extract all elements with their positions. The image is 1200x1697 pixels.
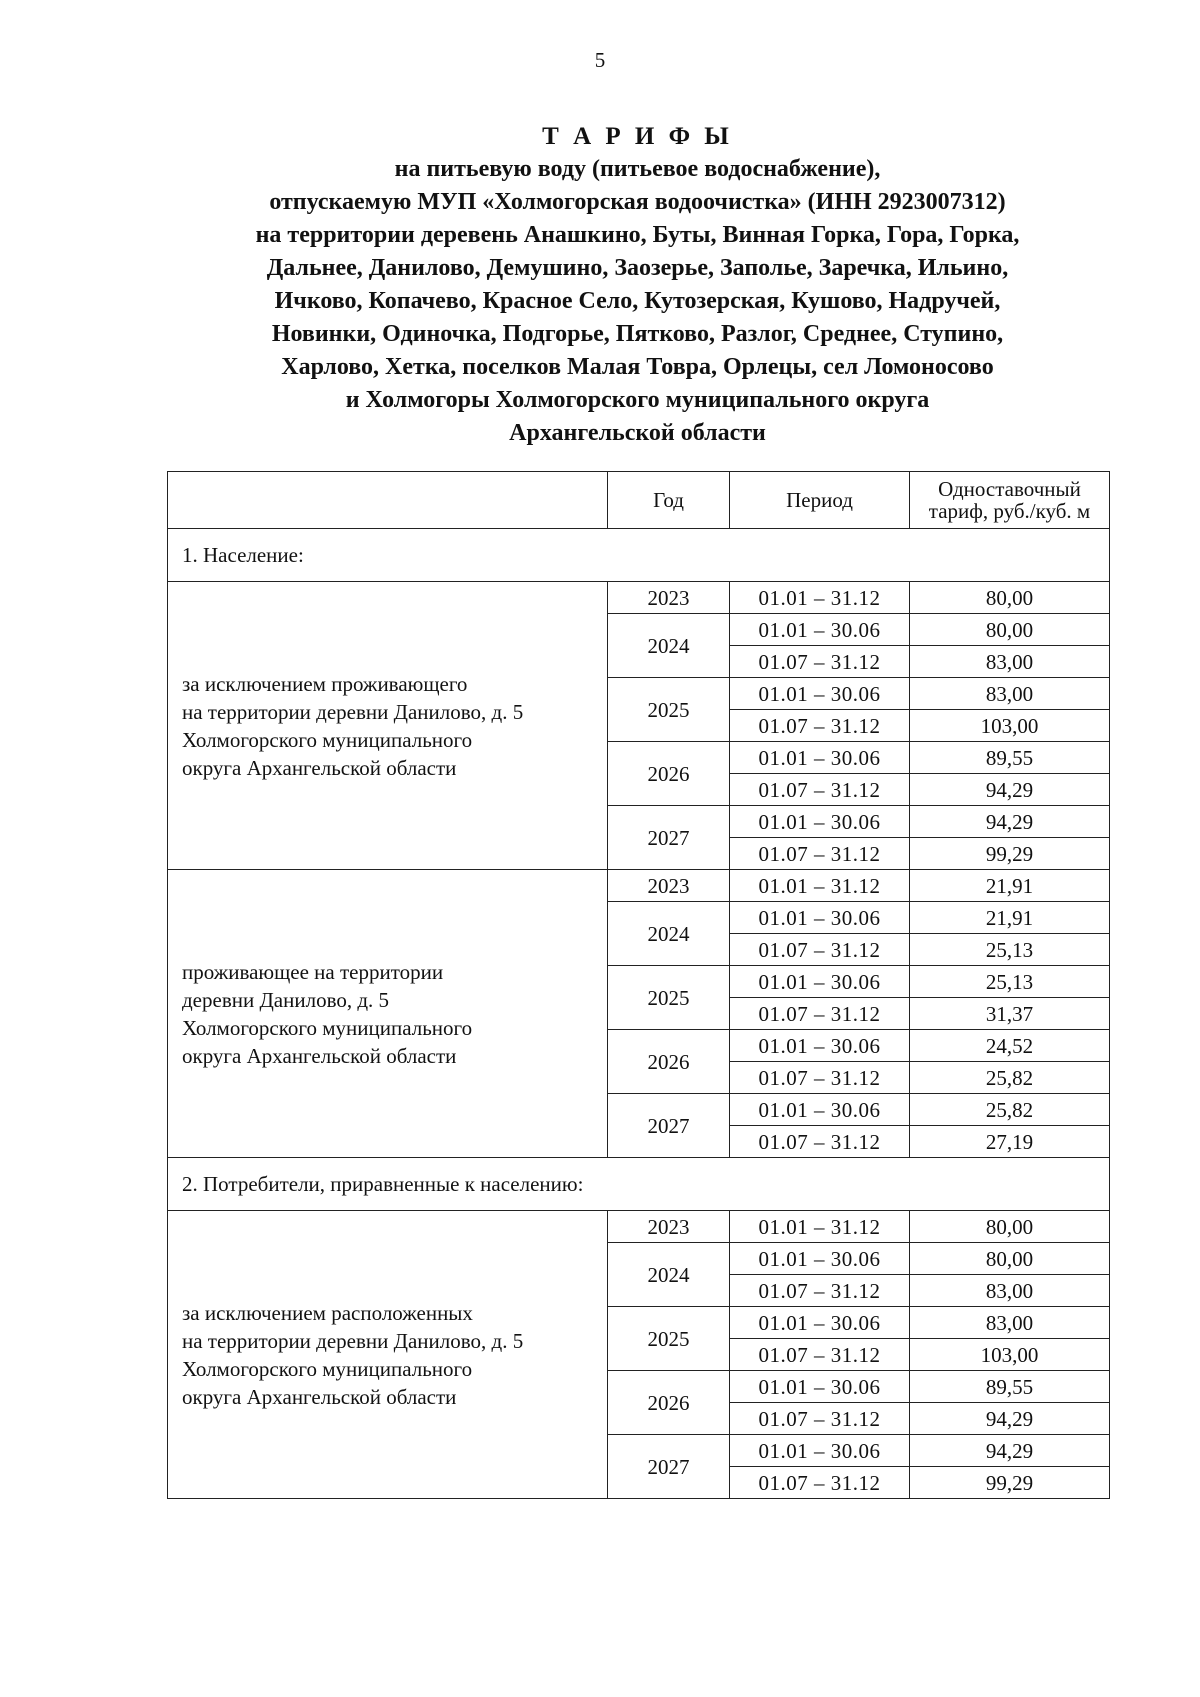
period-cell: 01.01 – 30.06	[730, 742, 910, 774]
period-cell: 01.01 – 30.06	[730, 1094, 910, 1126]
tariff-cell: 21,91	[910, 902, 1110, 934]
consumer-description-line: округа Архангельской области	[182, 1384, 457, 1409]
period-cell: 01.07 – 31.12	[730, 774, 910, 806]
table-row	[168, 1211, 1110, 1243]
header-tariff-line: Одноставочный	[938, 477, 1081, 501]
year-cell: 2023	[608, 582, 730, 614]
year-cell: 2026	[608, 1030, 730, 1094]
consumer-description-line: за исключением расположенных	[182, 1300, 473, 1325]
period-cell: 01.07 – 31.12	[730, 1467, 910, 1499]
tariff-cell: 21,91	[910, 870, 1110, 902]
year-cell: 2026	[608, 742, 730, 806]
year-cell: 2027	[608, 1435, 730, 1499]
table-header-row	[168, 472, 1110, 529]
year-cell: 2024	[608, 1243, 730, 1307]
consumer-description-line: деревни Данилово, д. 5	[182, 987, 390, 1012]
tariff-cell: 94,29	[910, 1435, 1110, 1467]
tariff-cell: 89,55	[910, 742, 1110, 774]
header-tariff-line: тариф, руб./куб. м	[928, 499, 1091, 523]
heading-line: Дальнее, Данилово, Демушино, Заозерье, Заполье, Заречка, Ильино,	[266, 255, 1009, 281]
period-cell: 01.01 – 30.06	[730, 1030, 910, 1062]
consumer-description-line: за исключением проживающего	[182, 671, 468, 696]
consumer-description	[168, 870, 608, 1158]
period-cell: 01.01 – 30.06	[730, 902, 910, 934]
year-cell: 2023	[608, 870, 730, 902]
tariff-cell: 25,82	[910, 1094, 1110, 1126]
period-cell: 01.01 – 31.12	[730, 1211, 910, 1243]
tariff-cell: 94,29	[910, 1403, 1110, 1435]
period-cell: 01.07 – 31.12	[730, 934, 910, 966]
period-cell: 01.07 – 31.12	[730, 710, 910, 742]
document-heading	[60, 120, 1200, 450]
tariff-cell: 103,00	[910, 710, 1110, 742]
section-title: 2. Потребители, приравненные к населению:	[168, 1158, 1110, 1211]
heading-line: Харлово, Хетка, поселков Малая Товра, Орлецы, сел Ломоносово	[281, 354, 994, 380]
heading-line: Архангельской области	[509, 420, 766, 446]
tariff-cell: 80,00	[910, 1211, 1110, 1243]
tariff-cell: 83,00	[910, 646, 1110, 678]
tariff-cell: 80,00	[910, 582, 1110, 614]
year-cell: 2025	[608, 966, 730, 1030]
heading-line: на территории деревень Анашкино, Буты, Винная Горка, Гора, Горка,	[255, 222, 1020, 248]
period-cell: 01.07 – 31.12	[730, 646, 910, 678]
table-row	[168, 870, 1110, 902]
section-row	[168, 529, 1110, 582]
tariff-cell: 99,29	[910, 1467, 1110, 1499]
period-cell: 01.07 – 31.12	[730, 998, 910, 1030]
consumer-description-line: Холмогорского муниципального	[182, 1356, 473, 1381]
year-cell: 2025	[608, 1307, 730, 1371]
header-period: Период	[730, 472, 910, 529]
consumer-description-line: на территории деревни Данилово, д. 5	[182, 1328, 524, 1353]
header-year: Год	[608, 472, 730, 529]
period-cell: 01.07 – 31.12	[730, 1275, 910, 1307]
consumer-description-line: округа Архангельской области	[182, 755, 457, 780]
tariff-cell: 25,82	[910, 1062, 1110, 1094]
tariff-cell: 24,52	[910, 1030, 1110, 1062]
section-row	[168, 1158, 1110, 1211]
tariff-cell: 80,00	[910, 614, 1110, 646]
heading-line: Новинки, Одиночка, Подгорье, Пятково, Разлог, Среднее, Ступино,	[271, 321, 1004, 347]
heading-line: Ичково, Копачево, Красное Село, Кутозерская, Кушово, Надручей,	[274, 288, 1001, 314]
header-cell-empty	[168, 472, 608, 529]
heading-line: и Холмогоры Холмогорского муниципального округа	[345, 387, 930, 413]
period-cell: 01.07 – 31.12	[730, 1339, 910, 1371]
consumer-description-line: проживающее на территории	[182, 959, 444, 984]
tariff-table	[167, 471, 1110, 1499]
period-cell: 01.07 – 31.12	[730, 1126, 910, 1158]
tariff-cell: 83,00	[910, 678, 1110, 710]
tariff-cell: 89,55	[910, 1371, 1110, 1403]
period-cell: 01.07 – 31.12	[730, 1403, 910, 1435]
tariff-cell: 83,00	[910, 1275, 1110, 1307]
section-title: 1. Население:	[168, 529, 1110, 582]
consumer-description	[168, 582, 608, 870]
period-cell: 01.01 – 30.06	[730, 1243, 910, 1275]
period-cell: 01.07 – 31.12	[730, 1062, 910, 1094]
year-cell: 2026	[608, 1371, 730, 1435]
heading-title: Т А Р И Ф Ы	[542, 123, 733, 150]
year-cell: 2025	[608, 678, 730, 742]
heading-line: отпускаемую МУП «Холмогорская водоочистка» (ИНН 2923007312)	[269, 189, 1006, 215]
consumer-description-line: Холмогорского муниципального	[182, 727, 473, 752]
page-number: 5	[594, 48, 606, 72]
consumer-description	[168, 1211, 608, 1499]
table-row	[168, 582, 1110, 614]
tariff-cell: 103,00	[910, 1339, 1110, 1371]
year-cell: 2027	[608, 806, 730, 870]
period-cell: 01.01 – 30.06	[730, 966, 910, 998]
period-cell: 01.01 – 31.12	[730, 870, 910, 902]
year-cell: 2024	[608, 902, 730, 966]
year-cell: 2024	[608, 614, 730, 678]
period-cell: 01.01 – 30.06	[730, 1435, 910, 1467]
consumer-description-line: на территории деревни Данилово, д. 5	[182, 699, 524, 724]
tariff-cell: 83,00	[910, 1307, 1110, 1339]
consumer-description-line: округа Архангельской области	[182, 1043, 457, 1068]
tariff-cell: 25,13	[910, 934, 1110, 966]
tariff-cell: 31,37	[910, 998, 1110, 1030]
period-cell: 01.01 – 30.06	[730, 1371, 910, 1403]
tariff-cell: 80,00	[910, 1243, 1110, 1275]
year-cell: 2023	[608, 1211, 730, 1243]
consumer-description-line: Холмогорского муниципального	[182, 1015, 473, 1040]
heading-line: на питьевую воду (питьевое водоснабжение),	[394, 156, 881, 182]
year-cell: 2027	[608, 1094, 730, 1158]
period-cell: 01.01 – 30.06	[730, 678, 910, 710]
period-cell: 01.01 – 31.12	[730, 582, 910, 614]
tariff-cell: 94,29	[910, 774, 1110, 806]
tariff-cell: 99,29	[910, 838, 1110, 870]
period-cell: 01.01 – 30.06	[730, 806, 910, 838]
tariff-table-body	[168, 472, 1110, 1499]
tariff-cell: 94,29	[910, 806, 1110, 838]
period-cell: 01.01 – 30.06	[730, 1307, 910, 1339]
tariff-cell: 27,19	[910, 1126, 1110, 1158]
period-cell: 01.01 – 30.06	[730, 614, 910, 646]
header-tariff	[910, 472, 1110, 529]
tariff-cell: 25,13	[910, 966, 1110, 998]
period-cell: 01.07 – 31.12	[730, 838, 910, 870]
